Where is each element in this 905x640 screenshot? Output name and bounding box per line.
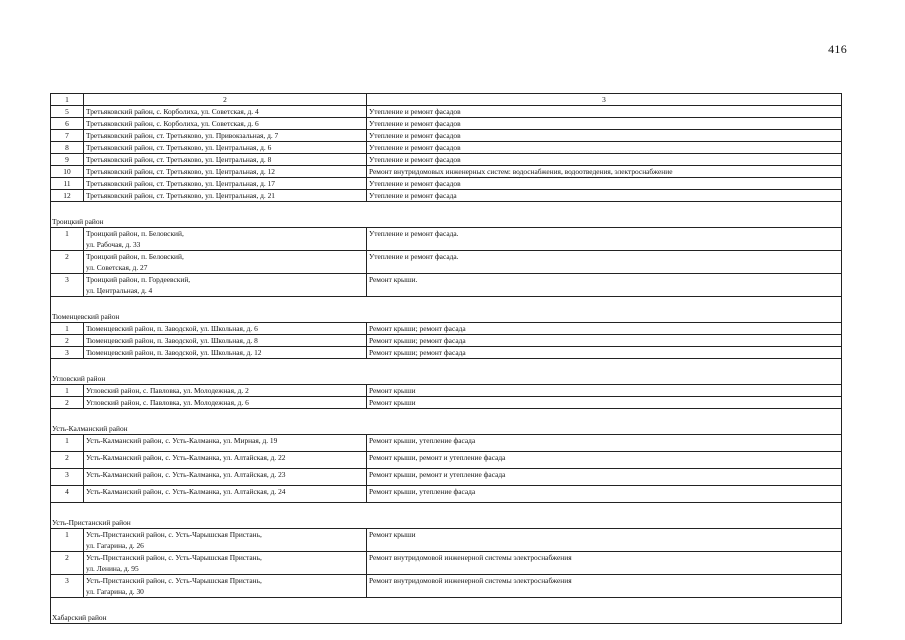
table-header-row (51, 94, 842, 106)
table-row (51, 397, 842, 409)
row-work-type: Ремонт крыши; ремонт фасада (367, 347, 842, 359)
row-work-type: Утепление и ремонт фасадов (367, 106, 842, 118)
row-number: 9 (51, 154, 84, 166)
row-address (84, 130, 367, 142)
district-heading: Тюменцевский район (51, 297, 842, 323)
table-row (51, 118, 842, 130)
row-number: 1 (51, 323, 84, 335)
row-number: 1 (51, 529, 84, 552)
address-line: ул. Гагарина, д. 26 (86, 541, 144, 550)
row-address (84, 575, 367, 598)
table-row (51, 452, 842, 469)
table-row (51, 486, 842, 503)
address-line: Усть-Калманский район, с. Усть-Калманка, ул. Алтайская, д. 24 (86, 487, 286, 496)
row-number: 8 (51, 142, 84, 154)
row-number: 7 (51, 130, 84, 142)
address-line: Троицкий район, п. Беловский, (86, 252, 184, 261)
row-work-type: Ремонт крыши; ремонт фасада (367, 335, 842, 347)
address-line: Третьяковский район, с. Корболиха, ул. Советская, д. 4 (86, 107, 259, 116)
row-address (84, 335, 367, 347)
address-line: Третьяковский район, ст. Третьяково, ул. Центральная, д. 12 (86, 167, 275, 176)
row-work-type: Утепление и ремонт фасадов (367, 142, 842, 154)
row-number: 1 (51, 435, 84, 452)
row-work-type: Утепление и ремонт фасадов (367, 154, 842, 166)
row-work-type: Ремонт внутридомовой инженерной системы электроснабжения (367, 552, 842, 575)
row-address (84, 347, 367, 359)
header-col-3: 3 (367, 94, 842, 106)
address-line: ул. Центральная, д. 4 (86, 286, 153, 295)
row-address (84, 552, 367, 575)
row-address (84, 118, 367, 130)
row-address (84, 190, 367, 202)
table-row (51, 166, 842, 178)
row-work-type: Ремонт крыши, утепление фасада (367, 486, 842, 503)
table-row (51, 385, 842, 397)
address-line: Третьяковский район, ст. Третьяково, ул. Центральная, д. 21 (86, 191, 275, 200)
table-row (51, 178, 842, 190)
row-work-type: Ремонт крыши (367, 529, 842, 552)
row-number: 5 (51, 106, 84, 118)
district-heading: Хабарский район (51, 598, 842, 624)
row-address (84, 166, 367, 178)
row-number: 3 (51, 347, 84, 359)
address-line: ул. Советская, д. 27 (86, 263, 148, 272)
district-heading-row (51, 409, 842, 435)
row-number: 2 (51, 452, 84, 469)
row-number: 2 (51, 335, 84, 347)
table-row (51, 228, 842, 251)
row-number: 2 (51, 552, 84, 575)
row-number: 11 (51, 178, 84, 190)
row-number: 1 (51, 228, 84, 251)
row-work-type: Утепление и ремонт фасадов (367, 118, 842, 130)
address-line: Угловский район, с. Павловка, ул. Молодежная, д. 2 (86, 386, 249, 395)
address-line: Третьяковский район, ст. Третьяково, ул. Центральная, д. 17 (86, 179, 275, 188)
row-number: 3 (51, 469, 84, 486)
table-row (51, 130, 842, 142)
row-work-type: Ремонт крыши (367, 397, 842, 409)
address-line: Троицкий район, п. Гордеевский, (86, 275, 191, 284)
row-address (84, 435, 367, 452)
district-heading: Усть-Калманский район (51, 409, 842, 435)
row-address (84, 486, 367, 503)
district-heading-row (51, 598, 842, 624)
row-address (84, 154, 367, 166)
table-row (51, 552, 842, 575)
address-line: Тюменцевский район, п. Заводской, ул. Школьная, д. 8 (86, 336, 258, 345)
row-work-type: Ремонт крыши (367, 385, 842, 397)
address-line: ул. Рабочая, д. 33 (86, 240, 141, 249)
row-number: 12 (51, 190, 84, 202)
row-number: 2 (51, 397, 84, 409)
address-line: Третьяковский район, ст. Третьяково, ул. Привокзальная, д. 7 (86, 131, 279, 140)
table-row (51, 251, 842, 274)
table-row (51, 347, 842, 359)
row-work-type: Утепление и ремонт фасада. (367, 228, 842, 251)
row-number: 3 (51, 575, 84, 598)
row-work-type: Утепление и ремонт фасадов (367, 178, 842, 190)
address-line: Третьяковский район, ст. Третьяково, ул. Центральная, д. 6 (86, 143, 272, 152)
district-heading-row (51, 503, 842, 529)
table-row (51, 323, 842, 335)
district-heading: Троицкий район (51, 202, 842, 228)
row-work-type: Утепление и ремонт фасада. (367, 251, 842, 274)
row-work-type: Утепление и ремонт фасадов (367, 130, 842, 142)
table-row (51, 154, 842, 166)
address-line: Усть-Пристанский район, с. Усть-Чарышская Пристань, (86, 553, 262, 562)
row-address (84, 452, 367, 469)
row-work-type: Ремонт крыши. (367, 274, 842, 297)
table-body (51, 94, 842, 624)
address-line: Усть-Пристанский район, с. Усть-Чарышская Пристань, (86, 530, 262, 539)
page-number: 416 (828, 42, 847, 56)
header-col-1: 1 (51, 94, 84, 106)
table-row (51, 190, 842, 202)
header-col-2: 2 (84, 94, 367, 106)
row-number: 2 (51, 251, 84, 274)
address-line: Усть-Калманский район, с. Усть-Калманка, ул. Алтайская, д. 22 (86, 453, 286, 462)
address-line: ул. Ленина, д. 95 (86, 564, 139, 573)
row-address (84, 228, 367, 251)
row-work-type: Ремонт внутридомовых инженерных систем: водоснабжения, водоотведения, электроснабжение (367, 166, 842, 178)
district-heading: Угловский район (51, 359, 842, 385)
row-address (84, 469, 367, 486)
address-line: Усть-Калманский район, с. Усть-Калманка, ул. Алтайская, д. 23 (86, 470, 286, 479)
row-work-type: Ремонт крыши; ремонт фасада (367, 323, 842, 335)
row-address (84, 323, 367, 335)
row-number: 6 (51, 118, 84, 130)
district-heading-row (51, 202, 842, 228)
row-work-type: Ремонт внутридомовой инженерной системы электроснабжения (367, 575, 842, 598)
row-address (84, 178, 367, 190)
district-heading-row (51, 359, 842, 385)
table-row (51, 469, 842, 486)
table-row (51, 106, 842, 118)
table-row (51, 529, 842, 552)
row-number: 3 (51, 274, 84, 297)
address-line: Усть-Калманский район, с. Усть-Калманка, ул. Мирная, д. 19 (86, 436, 278, 445)
row-address (84, 251, 367, 274)
row-work-type: Ремонт крыши, утепление фасада (367, 435, 842, 452)
address-line: ул. Гагарина, д. 30 (86, 587, 144, 596)
address-line: Тюменцевский район, п. Заводской, ул. Школьная, д. 6 (86, 324, 258, 333)
row-address (84, 274, 367, 297)
address-line: Третьяковский район, с. Корболиха, ул. Советская, д. 6 (86, 119, 259, 128)
table-row (51, 435, 842, 452)
district-heading: Усть-Пристанский район (51, 503, 842, 529)
row-address (84, 142, 367, 154)
row-number: 1 (51, 385, 84, 397)
address-line: Троицкий район, п. Беловский, (86, 229, 184, 238)
address-line: Тюменцевский район, п. Заводской, ул. Школьная, д. 12 (86, 348, 262, 357)
row-address (84, 397, 367, 409)
table-row (51, 274, 842, 297)
address-line: Усть-Пристанский район, с. Усть-Чарышская Пристань, (86, 576, 262, 585)
row-address (84, 106, 367, 118)
table-row (51, 575, 842, 598)
row-work-type: Ремонт крыши, ремонт и утепление фасада (367, 452, 842, 469)
row-work-type: Ремонт крыши, ремонт и утепление фасада (367, 469, 842, 486)
row-address (84, 385, 367, 397)
district-heading-row (51, 297, 842, 323)
table-row (51, 335, 842, 347)
row-work-type: Утепление и ремонт фасада (367, 190, 842, 202)
address-line: Третьяковский район, ст. Третьяково, ул. Центральная, д. 8 (86, 155, 272, 164)
row-address (84, 529, 367, 552)
row-number: 4 (51, 486, 84, 503)
row-number: 10 (51, 166, 84, 178)
table-row (51, 142, 842, 154)
address-line: Угловский район, с. Павловка, ул. Молодежная, д. 6 (86, 398, 249, 407)
works-table (50, 93, 842, 624)
